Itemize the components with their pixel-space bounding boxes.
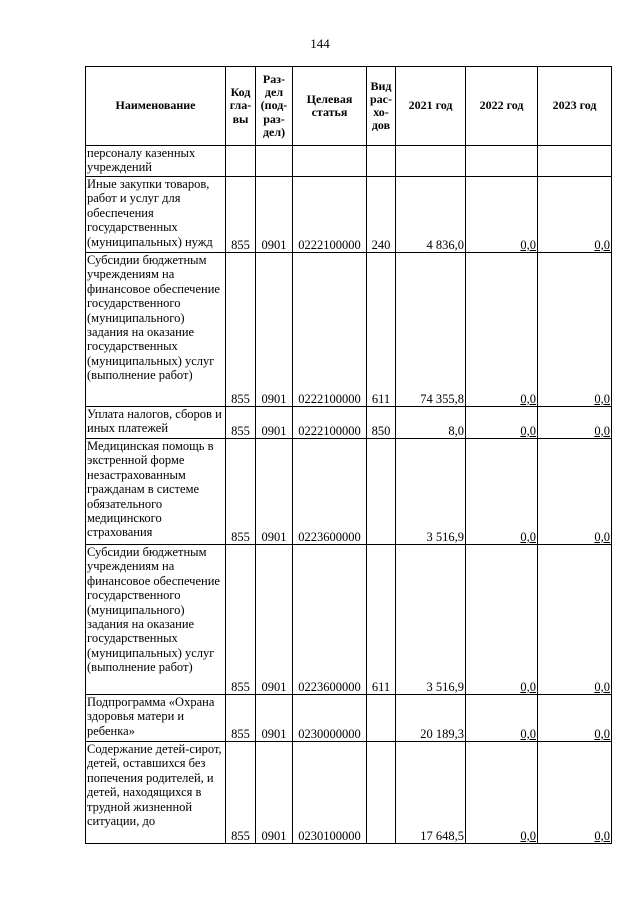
cell-value: 0,0	[520, 679, 536, 694]
cell-name: Содержание детей-сирот, детей, оставшихся без попечения родителей, и детей, находящихся в трудной жизненной ситуации, до	[86, 742, 226, 844]
cell-target: 0223600000	[293, 545, 367, 695]
cell-value: 0,0	[520, 529, 536, 544]
cell-y2022	[466, 545, 538, 695]
cell-y2023	[538, 695, 612, 742]
cell-kind	[367, 742, 396, 844]
cell-y2022	[466, 407, 538, 439]
cell-code: 855	[226, 439, 256, 545]
cell-section: 0901	[256, 407, 293, 439]
header-2022: 2022 год	[466, 67, 538, 146]
cell-target: 0222100000	[293, 407, 367, 439]
cell-y2023	[538, 177, 612, 253]
cell-y2021: 17 648,5	[396, 742, 466, 844]
cell-y2021: 4 836,0	[396, 177, 466, 253]
table-row	[86, 742, 612, 844]
cell-value: 0,0	[520, 423, 536, 438]
header-kind: Вид рас-хо-дов	[367, 67, 396, 146]
table-row	[86, 695, 612, 742]
cell-kind: 240	[367, 177, 396, 253]
cell-value: 0,0	[594, 726, 610, 741]
cell-y2023	[538, 742, 612, 844]
cell-y2023	[538, 253, 612, 407]
cell-y2021: 3 516,9	[396, 545, 466, 695]
cell-target: 0230100000	[293, 742, 367, 844]
header-2021: 2021 год	[396, 67, 466, 146]
budget-table	[85, 66, 612, 844]
cell-kind	[367, 146, 396, 177]
cell-value: 0,0	[594, 423, 610, 438]
header-name: Наименование	[86, 67, 226, 146]
cell-target: 0222100000	[293, 253, 367, 407]
header-target: Целевая статья	[293, 67, 367, 146]
cell-kind: 611	[367, 253, 396, 407]
table-row	[86, 407, 612, 439]
cell-section	[256, 146, 293, 177]
cell-y2023	[538, 407, 612, 439]
cell-name: персоналу казенных учреждений	[86, 146, 226, 177]
cell-section: 0901	[256, 545, 293, 695]
cell-value: 0,0	[520, 828, 536, 843]
cell-code: 855	[226, 695, 256, 742]
cell-y2021: 74 355,8	[396, 253, 466, 407]
cell-section: 0901	[256, 695, 293, 742]
cell-kind: 850	[367, 407, 396, 439]
table-row	[86, 177, 612, 253]
cell-code	[226, 146, 256, 177]
cell-section: 0901	[256, 253, 293, 407]
cell-section: 0901	[256, 439, 293, 545]
cell-y2021: 20 189,3	[396, 695, 466, 742]
table-row	[86, 253, 612, 407]
cell-y2022	[466, 253, 538, 407]
cell-code: 855	[226, 253, 256, 407]
cell-value: 0,0	[594, 529, 610, 544]
table-row	[86, 146, 612, 177]
cell-y2021	[396, 146, 466, 177]
cell-value: 0,0	[594, 679, 610, 694]
cell-name: Уплата налогов, сборов и иных платежей	[86, 407, 226, 439]
cell-y2023	[538, 146, 612, 177]
cell-value: 0,0	[594, 237, 610, 252]
cell-kind: 611	[367, 545, 396, 695]
cell-target	[293, 146, 367, 177]
header-section: Раз-дел (под-раз-дел)	[256, 67, 293, 146]
cell-y2022	[466, 742, 538, 844]
cell-name: Субсидии бюджетным учреждениям на финансовое обеспечение государственного (муниципального) задания на оказание государственных (муниципальных) услуг (выполнение работ)	[86, 253, 226, 407]
cell-kind	[367, 695, 396, 742]
cell-target: 0222100000	[293, 177, 367, 253]
cell-name: Иные закупки товаров, работ и услуг для обеспечения государственных (муниципальных) нужд	[86, 177, 226, 253]
cell-value: 0,0	[520, 391, 536, 406]
cell-y2022	[466, 146, 538, 177]
cell-section: 0901	[256, 742, 293, 844]
cell-code: 855	[226, 545, 256, 695]
cell-name: Субсидии бюджетным учреждениям на финансовое обеспечение государственного (муниципального) задания на оказание государственных (муниципальных) услуг (выполнение работ)	[86, 545, 226, 695]
cell-target: 0223600000	[293, 439, 367, 545]
cell-value: 0,0	[594, 828, 610, 843]
header-code: Код гла-вы	[226, 67, 256, 146]
cell-y2022	[466, 439, 538, 545]
cell-kind	[367, 439, 396, 545]
cell-section: 0901	[256, 177, 293, 253]
page-number: 144	[310, 36, 330, 51]
cell-target: 0230000000	[293, 695, 367, 742]
cell-name: Медицинская помощь в экстренной форме незастрахованным гражданам в системе обязательного медицинского страхования	[86, 439, 226, 545]
cell-y2021: 3 516,9	[396, 439, 466, 545]
cell-y2021: 8,0	[396, 407, 466, 439]
cell-y2023	[538, 545, 612, 695]
cell-value: 0,0	[520, 726, 536, 741]
cell-value: 0,0	[520, 237, 536, 252]
table-row	[86, 439, 612, 545]
cell-y2022	[466, 177, 538, 253]
cell-y2023	[538, 439, 612, 545]
cell-value: 0,0	[594, 391, 610, 406]
cell-code: 855	[226, 742, 256, 844]
header-row	[86, 67, 612, 146]
cell-code: 855	[226, 407, 256, 439]
header-2023: 2023 год	[538, 67, 612, 146]
table-row	[86, 545, 612, 695]
cell-name: Подпрограмма «Охрана здоровья матери и ребенка»	[86, 695, 226, 742]
cell-code: 855	[226, 177, 256, 253]
cell-y2022	[466, 695, 538, 742]
